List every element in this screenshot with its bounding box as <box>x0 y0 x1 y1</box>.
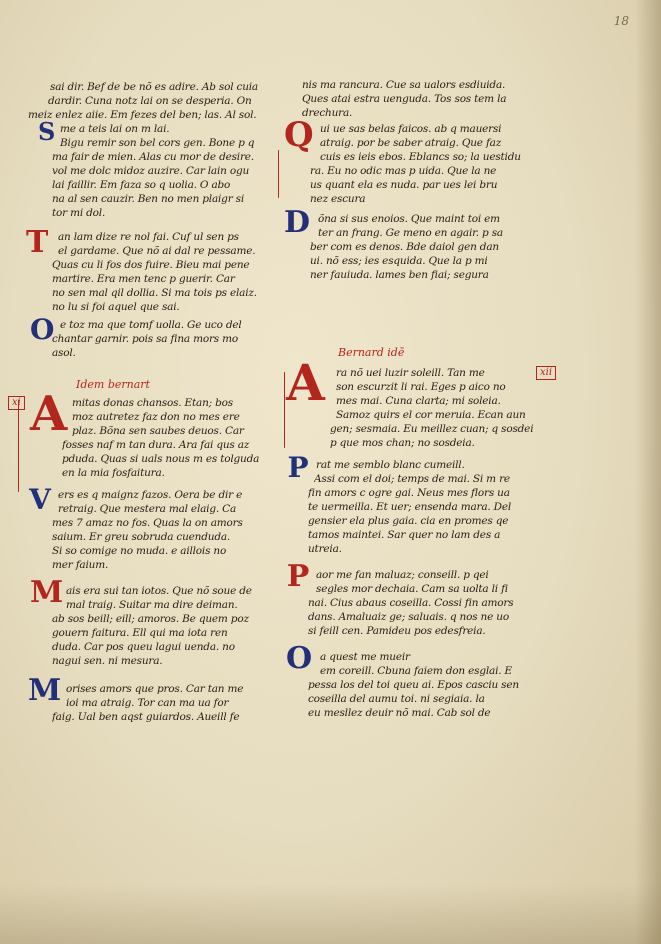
initial-flourish <box>18 400 19 492</box>
text-line: retraig. Que mestera mal elaig. Ca <box>58 503 237 515</box>
folio-number: 18 <box>613 14 629 28</box>
text-line: pduda. Quas si uals nous m es tolguda <box>62 453 260 465</box>
text-line: si feill cen. Pamideu pos edesfreia. <box>308 625 486 637</box>
page-bottom-shadow <box>0 884 661 944</box>
text-line: coseilla del aumu toi. ni segiaia. la <box>308 693 485 705</box>
text-line: son escurzit li rai. Eges p aico no <box>336 381 506 393</box>
decorated-initial-s: S <box>38 117 56 146</box>
text-line: faig. Ual ben aqst guiardos. Aueill fe <box>52 711 240 723</box>
text-line: no lu si foi aquel que sai. <box>52 301 180 313</box>
text-line: segles mor dechaia. Cam sa uolta li fi <box>316 583 508 595</box>
text-line: utreia. <box>308 543 342 555</box>
decorated-initial-a: A <box>30 386 68 442</box>
text-line: vol me dolc midoz auzire. Car lain ogu <box>52 165 250 177</box>
text-line: eu mesllez deuir nõ mai. Cab sol de <box>308 707 491 719</box>
text-line: meiz enlez aiie. Em fezes del ben; las. Al sol. <box>28 109 257 121</box>
text-line: atraig. por be saber atraig. Que faz <box>320 137 502 149</box>
text-line: rat me semblo blanc cumeill. <box>316 459 465 471</box>
text-line: ers es q maignz fazos. Oera be dir e <box>58 489 243 501</box>
text-line: gouern faitura. Ell qui ma iota ren <box>52 627 228 639</box>
decorated-initial-m: M <box>28 673 62 708</box>
text-line: drechura. <box>302 107 353 119</box>
decorated-initial-d: D <box>284 205 311 240</box>
rubric-heading: Idem bernart <box>76 378 150 391</box>
text-line: ma fair de mien. Alas cu mor de desire. <box>52 151 254 163</box>
text-line: ber com es denos. Bde daiol gen dan <box>310 241 499 253</box>
text-line: te uermeilla. Et uer; ensenda mara. Del <box>308 501 512 513</box>
decorated-initial-o: O <box>30 313 55 346</box>
text-line: Ques atai estra uenguda. Tos sos tem la <box>302 93 507 105</box>
text-line: el gardame. Que nõ ai dal re pessame. <box>58 245 256 257</box>
text-line: asol. <box>52 347 76 359</box>
text-line: Bigu remir son bel cors gen. Bone p q <box>60 137 255 149</box>
text-line: pessa los del toi queu ai. Epos casciu sen <box>308 679 519 691</box>
text-line: en la mia fosfaitura. <box>62 467 165 479</box>
text-line: nez escura <box>310 193 366 205</box>
text-line: plaz. Bõna sen saubes deuos. Car <box>72 425 244 437</box>
decorated-initial-t: T <box>26 225 49 260</box>
text-line: nagui sen. ni mesura. <box>52 655 163 667</box>
text-line: nis ma rancura. Cue sa ualors esdiuida. <box>302 79 506 91</box>
text-line: õna si sus enoios. Que maint toi em <box>318 213 500 225</box>
text-line: saium. Er greu sobruda cuenduda. <box>52 531 231 543</box>
text-line: Si so comige no muda. e aillois no <box>52 545 227 557</box>
poem-number-marker: xii <box>536 366 556 380</box>
text-line: mes 7 amaz no fos. Quas la on amors <box>52 517 243 529</box>
decorated-initial-a: A <box>286 353 325 412</box>
text-line: nai. Cius abaus coseilla. Cossi fin amors <box>308 597 514 609</box>
text-line: p que mos chan; no sosdeia. <box>330 437 475 449</box>
text-line: chantar garnir. pois sa fina mors mo <box>52 333 238 345</box>
text-line: em coreill. Cbuna faiem don esglai. E <box>320 665 512 677</box>
text-line: ra nõ uei luzir soleill. Tan me <box>336 367 485 379</box>
text-line: ais era sui tan iotos. Que nõ soue de <box>66 585 252 597</box>
text-line: martire. Era men tenc p guerir. Car <box>52 273 235 285</box>
text-line: dardir. Cuna notz lai on se desperia. On <box>48 95 252 107</box>
text-line: ner fauiuda. lames ben fiai; segura <box>310 269 489 281</box>
decorated-initial-p: P <box>286 559 310 594</box>
text-line: an lam dize re nol fai. Cuf ul sen ps <box>58 231 239 243</box>
text-line: gensier ela plus gaia. cia en promes qe <box>308 515 509 527</box>
text-line: mes mai. Cuna clarta; mi soleia. <box>336 395 501 407</box>
text-line: moz autretez faz don no mes ere <box>72 411 240 423</box>
text-line: sai dir. Bef de be nõ es adire. Ab sol cuia <box>50 81 258 93</box>
decorated-initial-p: P <box>287 451 309 484</box>
text-line: e toz ma que tomf uolla. Ge uco del <box>60 319 242 331</box>
text-line: ter an frang. Ge meno en agair. p sa <box>318 227 503 239</box>
text-line: fosses naf m tan dura. Ara fai qus az <box>62 439 250 451</box>
text-line: ui ue sas belas faicos. ab q mauersi <box>320 123 502 135</box>
text-line: cuis es ieis ebos. Eblancs so; la uestidu <box>320 151 521 163</box>
text-line: us quant ela es nuda. par ues lei bru <box>310 179 498 191</box>
decorated-initial-q: Q <box>284 115 314 155</box>
page-edge-shadow <box>635 0 661 944</box>
text-line: ui. nõ ess; ies esquida. Que la p mi <box>310 255 488 267</box>
text-line: fin amors c ogre gai. Neus mes flors ua <box>308 487 510 499</box>
text-line: aor me fan maluaz; conseill. p qei <box>316 569 489 581</box>
text-line: me a teis lai on m lai. <box>60 123 170 135</box>
text-line: mal traig. Suitar ma dire deiman. <box>66 599 238 611</box>
text-line: lai faillir. Em faza so q uolia. O abo <box>52 179 231 191</box>
text-line: na al sen cauzir. Ben no men plaigr si <box>52 193 244 205</box>
text-line: tor mi dol. <box>52 207 106 219</box>
text-line: tamos maintei. Sar quer no lam des a <box>308 529 501 541</box>
text-line: a quest me mueir <box>320 651 410 663</box>
text-line: Quas cu li fos dos fuire. Bieu mai pene <box>52 259 250 271</box>
text-line: ioi ma atraig. Tor can ma ua for <box>66 697 229 709</box>
text-line: mer faium. <box>52 559 109 571</box>
text-line: Samoz quirs el cor meruia. Ecan aun <box>336 409 526 421</box>
decorated-initial-v: V <box>29 483 51 516</box>
text-line: ra. Eu no odic mas p uida. Que la ne <box>310 165 497 177</box>
text-line: Assi com el doi; temps de mai. Si m re <box>314 473 510 485</box>
text-line: mitas donas chansos. Etan; bos <box>72 397 233 409</box>
initial-flourish <box>278 150 279 198</box>
rubric-heading: Bernard idē <box>338 346 405 359</box>
decorated-initial-m: M <box>30 575 64 610</box>
text-line: duda. Car pos queu lagui uenda. no <box>52 641 235 653</box>
text-line: ab sos beill; eill; amoros. Be quem poz <box>52 613 249 625</box>
text-line: no sen mal qil dollia. Si ma tois ps elaiz. <box>52 287 257 299</box>
text-line: dans. Amaluaiz ge; saluais. q nos ne uo <box>308 611 509 623</box>
text-line: gen; sesmaia. Eu meillez cuan; q sosdei <box>330 423 534 435</box>
text-line: orises amors que pros. Car tan me <box>66 683 244 695</box>
poem-number-marker: xi <box>8 396 25 410</box>
initial-flourish <box>284 372 285 448</box>
decorated-initial-o: O <box>286 641 313 676</box>
